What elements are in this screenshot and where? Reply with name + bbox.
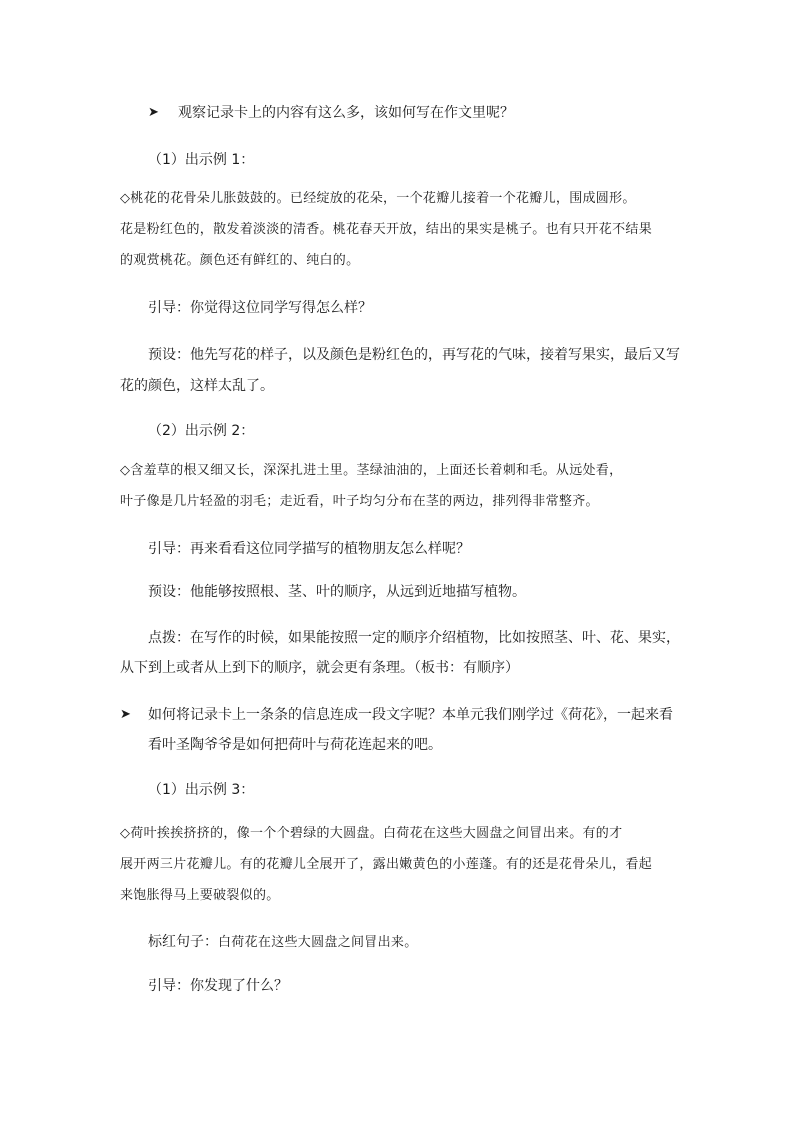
example-1-heading: （1）出示例 1： (148, 152, 255, 168)
marked-sentence-text: 白荷花在这些大圆盘之间冒出来。 (218, 935, 418, 950)
example-3-line-1: ◇荷叶挨挨挤挤的，像一个个碧绿的大圆盘。白荷花在这些大圆盘之间冒出来。有的才 (120, 826, 623, 841)
example-2-preset: 预设：他能够按照根、茎、叶的顺序，从远到近地描写植物。 (148, 584, 526, 600)
example-3-heading: （1）出示例 3： (148, 782, 255, 798)
example-1-line-3: 的观赏桃花。颜色还有鲜红的、纯白的。 (120, 253, 360, 268)
example-3-line-2: 展开两三片花瓣儿。有的花瓣儿全展开了，露出嫩黄色的小莲蓬。有的还是花骨朵儿，看起 (120, 857, 653, 872)
question-1-text: 观察记录卡上的内容有这么多，该如何写在作文里呢？ (178, 105, 514, 121)
example-1-guide: 引导：你觉得这位同学写得怎么样？ (148, 300, 372, 316)
example-2-point-line-2: 从下到上或者从上到下的顺序，就会更有条理。（板书：有顺序） (120, 660, 519, 676)
bullet-arrow-icon: ➤ (120, 707, 131, 722)
example-2-line-1: ◇含羞草的根又细又长，深深扎进土里。茎绿油油的，上面还长着刺和毛。从远处看， (120, 463, 623, 478)
bullet-arrow-icon: ➤ (148, 105, 159, 120)
question-2-line-1: 如何将记录卡上一条条的信息连成一段文字呢？本单元我们刚学过《荷花》，一起来看 (148, 707, 673, 723)
example-2-point-line-1: 点拨：在写作的时候，如果能按照一定的顺序介绍植物，比如按照茎、叶、花、果实， (148, 630, 680, 646)
example-3-marked-sentence-row (148, 933, 418, 952)
marked-sentence-label: 标红句子： (148, 934, 218, 950)
example-3-line-3: 来饱胀得马上要破裂似的。 (120, 888, 280, 903)
example-2-guide: 引导：再来看看这位同学描写的植物朋友怎么样呢？ (148, 541, 470, 557)
example-1-line-1: ◇桃花的花骨朵儿胀鼓鼓的。已经绽放的花朵，一个花瓣儿接着一个花瓣儿，围成圆形。 (120, 191, 636, 206)
question-2-line-2: 看叶圣陶爷爷是如何把荷叶与荷花连起来的吧。 (148, 737, 442, 753)
example-2-line-2: 叶子像是几片轻盈的羽毛；走近看，叶子均匀分布在茎的两边，排列得非常整齐。 (120, 494, 599, 509)
example-1-preset-line-2: 花的颜色，这样太乱了。 (120, 378, 274, 394)
example-3-guide: 引导：你发现了什么？ (148, 978, 288, 994)
example-1-preset-line-1: 预设：他先写花的样子，以及颜色是粉红色的，再写花的气味，接着写果实，最后又写 (148, 347, 680, 363)
example-1-line-2: 花是粉红色的，散发着淡淡的清香。桃花春天开放，结出的果实是桃子。也有只开花不结果 (120, 222, 653, 237)
example-2-heading: （2）出示例 2： (148, 423, 255, 439)
